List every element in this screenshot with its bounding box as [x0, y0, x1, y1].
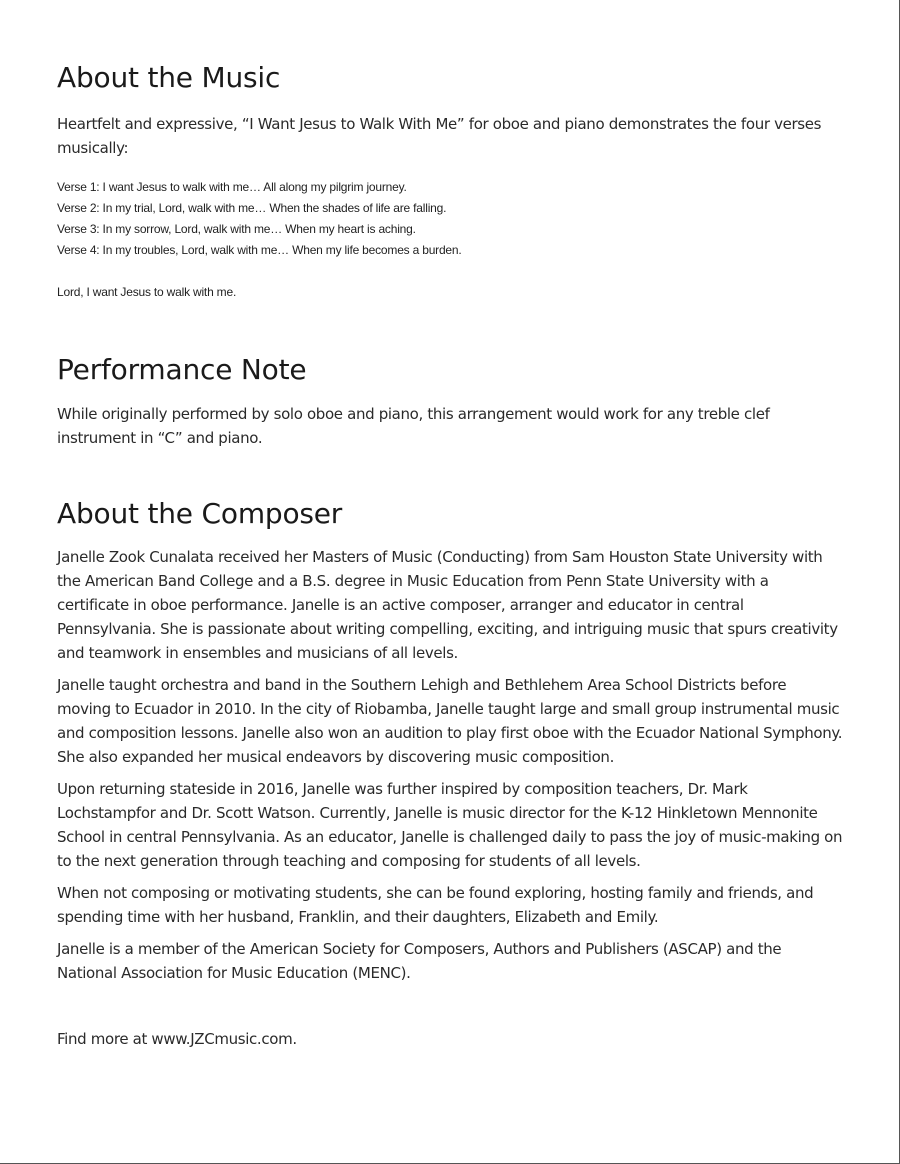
composer-paragraph: When not composing or motivating students, she can be found exploring, hosting family and friends, and spending time with her husband, Franklin, and their daughters, Elizabeth and Emily.: [57, 884, 814, 926]
page-content: [57, 60, 843, 1051]
verse-list: [57, 177, 843, 303]
about-music-heading: About the Music: [57, 61, 281, 94]
performance-note-heading: Performance Note: [57, 353, 307, 386]
composer-paragraph: Janelle Zook Cunalata received her Masters of Music (Conducting) from Sam Houston State University with the American Band College and a B.S. degree in Music Education from Penn State University with a certificate in oboe performance. Janelle is an active composer, arranger and educator in central Pennsylvania. She is passionate about writing compelling, exciting, and intriguing music that spurs creativity and teamwork in ensembles and musicians of all levels.: [57, 548, 838, 662]
about-music-intro: Heartfelt and expressive, “I Want Jesus to Walk With Me” for oboe and piano demonstrates the four verses musically:: [57, 115, 822, 157]
closing-line: Lord, I want Jesus to walk with me.: [57, 285, 237, 299]
verse-line: Verse 4: In my troubles, Lord, walk with me… When my life becomes a burden.: [57, 243, 462, 257]
composer-paragraph: Janelle taught orchestra and band in the Southern Lehigh and Bethlehem Area School Districts before moving to Ecuador in 2010. In the city of Riobamba, Janelle taught large and small group instrumental music and composition lessons. Janelle also won an audition to play first oboe with the Ecuador National Symphony. She also expanded her musical endeavors by discovering music composition.: [57, 676, 843, 766]
verse-line: Verse 1: I want Jesus to walk with me… All along my pilgrim journey.: [57, 180, 407, 194]
composer-paragraph: Upon returning stateside in 2016, Janelle was further inspired by composition teachers, Dr. Mark Lochstampfor and Dr. Scott Watson. Currently, Janelle is music director for the K-12 Hinkletown Mennonite School in central Pennsylvania. As an educator, Janelle is challenged daily to pass the joy of music-making on to the next generation through teaching and composing for students of all levels.: [57, 780, 843, 870]
about-composer-heading: About the Composer: [57, 497, 343, 530]
find-more-link-text: Find more at www.JZCmusic.com.: [57, 1030, 297, 1048]
verse-line: Verse 3: In my sorrow, Lord, walk with me… When my heart is aching.: [57, 222, 416, 236]
verse-line: Verse 2: In my trial, Lord, walk with me… When the shades of life are falling.: [57, 201, 447, 215]
composer-paragraph: Janelle is a member of the American Society for Composers, Authors and Publishers (ASCAP) and the National Association for Music Education (MENC).: [57, 940, 782, 982]
performance-note-text: While originally performed by solo oboe and piano, this arrangement would work for any treble clef instrument in “C” and piano.: [57, 405, 770, 447]
